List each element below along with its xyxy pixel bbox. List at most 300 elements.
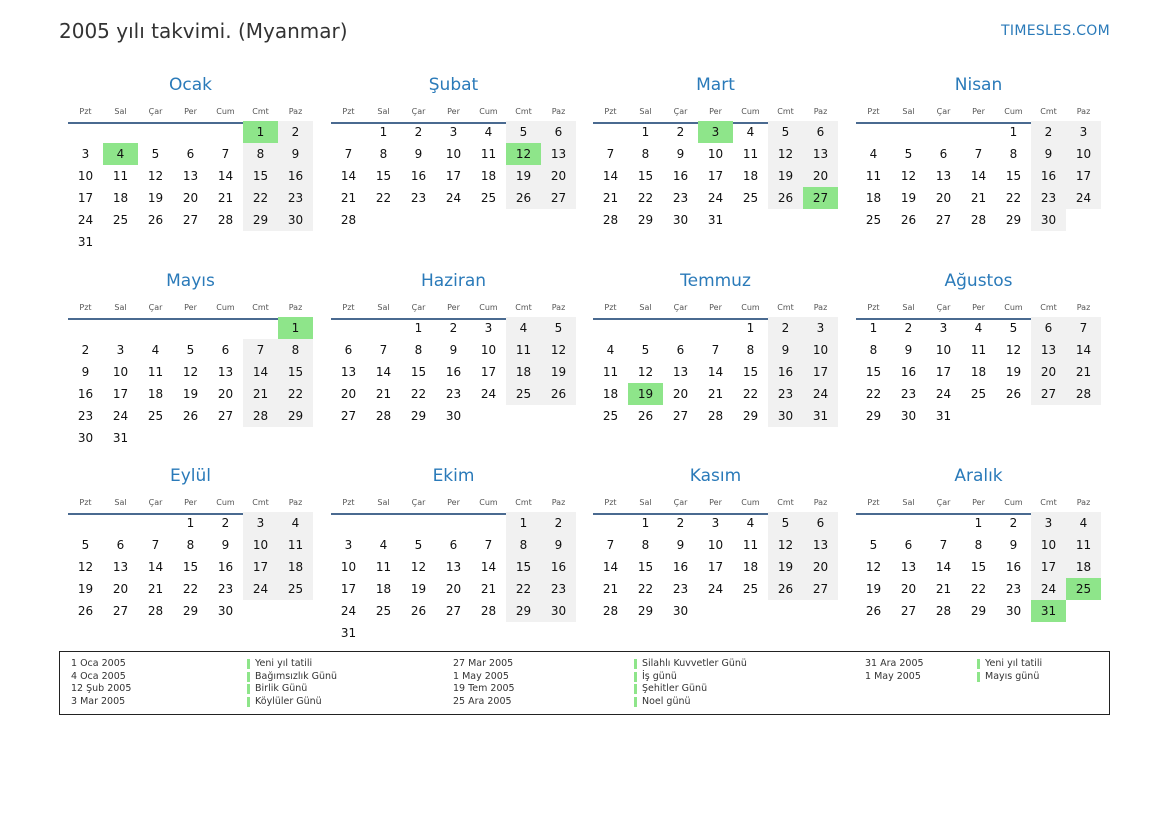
day-cell: 8 bbox=[869, 343, 878, 357]
legend-color-marker bbox=[634, 684, 637, 694]
legend-color-marker bbox=[247, 684, 250, 694]
day-cell: 23 bbox=[900, 387, 917, 401]
day-cell: 23 bbox=[445, 387, 462, 401]
day-cell: 29 bbox=[742, 409, 759, 423]
day-cell: 10 bbox=[935, 343, 952, 357]
weekday-header: Paz bbox=[1076, 107, 1091, 116]
month-1 bbox=[68, 72, 313, 252]
day-cell: 23 bbox=[217, 582, 234, 596]
legend-color-marker bbox=[634, 659, 637, 669]
weekday-header: Sal bbox=[639, 303, 652, 312]
weekday-header: Cum bbox=[216, 107, 235, 116]
day-cell: 27 bbox=[217, 409, 234, 423]
day-cell: 20 bbox=[672, 387, 689, 401]
day-cell: 14 bbox=[707, 365, 724, 379]
legend-color-marker bbox=[247, 672, 250, 682]
day-cell: 2 bbox=[676, 125, 685, 139]
day-cell: 5 bbox=[869, 538, 878, 552]
day-cell: 4 bbox=[506, 317, 541, 339]
weekday-header: Per bbox=[972, 303, 985, 312]
holiday-day-cell: 12 bbox=[506, 143, 541, 165]
day-cell: 13 bbox=[900, 560, 917, 574]
day-cell: 19 bbox=[865, 582, 882, 596]
legend-color-marker bbox=[977, 672, 980, 682]
day-cell: 2 bbox=[449, 321, 458, 335]
weekday-header: Çar bbox=[936, 107, 951, 116]
day-cell: 20 bbox=[803, 165, 838, 187]
weekday-header: Çar bbox=[411, 498, 426, 507]
day-cell: 9 bbox=[541, 534, 576, 556]
day-cell: 11 bbox=[742, 538, 759, 552]
weekday-header: Çar bbox=[411, 303, 426, 312]
legend-date: 31 Ara 2005 bbox=[865, 658, 924, 669]
legend-holiday-name: Mayıs günü bbox=[985, 670, 1040, 682]
day-cell: 6 bbox=[803, 121, 838, 143]
day-cell: 3 bbox=[344, 538, 353, 552]
weekday-header: Pzt bbox=[867, 107, 880, 116]
month-8 bbox=[856, 268, 1101, 448]
day-cell: 20 bbox=[1031, 361, 1066, 383]
weekday-header: Sal bbox=[639, 107, 652, 116]
weekday-header: Çar bbox=[673, 303, 688, 312]
day-cell: 10 bbox=[445, 147, 462, 161]
day-cell: 17 bbox=[803, 361, 838, 383]
day-cell: 23 bbox=[541, 578, 576, 600]
weekday-header: Cum bbox=[216, 498, 235, 507]
day-cell: 26 bbox=[77, 604, 94, 618]
weekday-header: Cmt bbox=[777, 303, 794, 312]
day-cell: 7 bbox=[151, 538, 160, 552]
day-cell: 19 bbox=[900, 191, 917, 205]
month-name: Nisan bbox=[954, 75, 1003, 95]
day-cell: 28 bbox=[707, 409, 724, 423]
day-cell: 7 bbox=[484, 538, 493, 552]
day-cell: 10 bbox=[77, 169, 94, 183]
month-9 bbox=[68, 463, 313, 643]
day-cell: 28 bbox=[1066, 383, 1101, 405]
legend-holiday-name: Köylüler Günü bbox=[255, 696, 322, 708]
day-cell: 9 bbox=[278, 143, 313, 165]
day-cell: 5 bbox=[541, 317, 576, 339]
day-cell: 29 bbox=[278, 405, 313, 427]
day-cell: 20 bbox=[182, 191, 199, 205]
day-cell: 29 bbox=[182, 604, 199, 618]
day-cell: 20 bbox=[217, 387, 234, 401]
day-cell: 2 bbox=[1031, 121, 1066, 143]
weekday-header: Pzt bbox=[604, 107, 617, 116]
month-name: Ocak bbox=[169, 75, 212, 95]
day-cell: 18 bbox=[506, 361, 541, 383]
day-cell: 23 bbox=[672, 191, 689, 205]
legend-date: 1 Oca 2005 bbox=[71, 658, 126, 669]
day-cell: 9 bbox=[676, 538, 685, 552]
day-cell: 21 bbox=[707, 387, 724, 401]
weekday-header: Sal bbox=[114, 107, 127, 116]
weekday-header: Çar bbox=[148, 303, 163, 312]
day-cell: 26 bbox=[541, 383, 576, 405]
day-cell: 14 bbox=[217, 169, 234, 183]
day-cell: 16 bbox=[900, 365, 917, 379]
day-cell: 10 bbox=[243, 534, 278, 556]
day-cell: 15 bbox=[278, 361, 313, 383]
day-cell: 29 bbox=[637, 213, 654, 227]
header-rule bbox=[68, 318, 313, 320]
day-cell: 21 bbox=[602, 191, 619, 205]
day-cell: 7 bbox=[939, 538, 948, 552]
day-cell: 16 bbox=[1031, 165, 1066, 187]
day-cell: 8 bbox=[974, 538, 983, 552]
holiday-day-cell: 19 bbox=[628, 383, 663, 405]
weekday-header: Pzt bbox=[79, 303, 92, 312]
day-cell: 28 bbox=[970, 213, 987, 227]
day-cell: 22 bbox=[865, 387, 882, 401]
weekday-header: Pzt bbox=[342, 107, 355, 116]
day-cell: 3 bbox=[803, 317, 838, 339]
weekday-header: Per bbox=[447, 498, 460, 507]
day-cell: 23 bbox=[278, 187, 313, 209]
day-cell: 30 bbox=[672, 604, 689, 618]
weekday-header: Cum bbox=[1004, 303, 1023, 312]
weekday-header: Sal bbox=[114, 303, 127, 312]
day-cell: 18 bbox=[865, 191, 882, 205]
day-cell: 15 bbox=[182, 560, 199, 574]
day-cell: 6 bbox=[186, 147, 195, 161]
day-cell: 14 bbox=[340, 169, 357, 183]
day-cell: 25 bbox=[278, 578, 313, 600]
day-cell: 21 bbox=[935, 582, 952, 596]
day-cell: 12 bbox=[147, 169, 164, 183]
legend-color-marker bbox=[247, 659, 250, 669]
day-cell: 5 bbox=[414, 538, 423, 552]
day-cell: 5 bbox=[186, 343, 195, 357]
day-cell: 25 bbox=[112, 213, 129, 227]
day-cell: 18 bbox=[1066, 556, 1101, 578]
day-cell: 22 bbox=[1005, 191, 1022, 205]
legend-date: 3 Mar 2005 bbox=[71, 696, 126, 708]
legend-date: 1 May 2005 bbox=[865, 670, 921, 682]
day-cell: 21 bbox=[243, 383, 278, 405]
day-cell: 27 bbox=[182, 213, 199, 227]
day-cell: 8 bbox=[379, 147, 388, 161]
day-cell: 5 bbox=[1009, 321, 1018, 335]
day-cell: 10 bbox=[480, 343, 497, 357]
day-cell: 7 bbox=[379, 343, 388, 357]
holiday-day-cell: 31 bbox=[1031, 600, 1066, 622]
day-cell: 11 bbox=[112, 169, 129, 183]
day-cell: 16 bbox=[278, 165, 313, 187]
day-cell: 21 bbox=[340, 191, 357, 205]
weekday-header: Cum bbox=[1004, 107, 1023, 116]
day-cell: 4 bbox=[606, 343, 615, 357]
legend-date: 1 May 2005 bbox=[453, 670, 509, 682]
day-cell: 15 bbox=[1005, 169, 1022, 183]
day-cell: 3 bbox=[243, 512, 278, 534]
legend-holiday-name: Yeni yıl tatili bbox=[985, 658, 1043, 669]
day-cell: 24 bbox=[112, 409, 129, 423]
day-cell: 26 bbox=[900, 213, 917, 227]
day-cell: 15 bbox=[865, 365, 882, 379]
day-cell: 12 bbox=[637, 365, 654, 379]
day-cell: 12 bbox=[410, 560, 427, 574]
weekday-header: Cum bbox=[479, 303, 498, 312]
weekday-header: Paz bbox=[813, 107, 828, 116]
day-cell: 6 bbox=[449, 538, 458, 552]
day-cell: 3 bbox=[81, 147, 90, 161]
legend-holiday-name: Noel günü bbox=[642, 696, 691, 708]
day-cell: 11 bbox=[278, 534, 313, 556]
day-cell: 17 bbox=[340, 582, 357, 596]
legend-color-marker bbox=[247, 697, 250, 707]
day-cell: 28 bbox=[935, 604, 952, 618]
day-cell: 22 bbox=[182, 582, 199, 596]
weekday-header: Paz bbox=[813, 498, 828, 507]
day-cell: 17 bbox=[112, 387, 129, 401]
weekday-header: Paz bbox=[288, 107, 303, 116]
day-cell: 22 bbox=[410, 387, 427, 401]
day-cell: 12 bbox=[768, 534, 803, 556]
weekday-header: Cmt bbox=[777, 498, 794, 507]
month-name: Ağustos bbox=[944, 271, 1013, 291]
day-cell: 19 bbox=[147, 191, 164, 205]
day-cell: 1 bbox=[974, 516, 983, 530]
day-cell: 31 bbox=[77, 235, 94, 249]
day-cell: 8 bbox=[746, 343, 755, 357]
day-cell: 26 bbox=[865, 604, 882, 618]
weekday-header: Per bbox=[709, 303, 722, 312]
weekday-header: Çar bbox=[936, 303, 951, 312]
day-cell: 18 bbox=[602, 387, 619, 401]
day-cell: 12 bbox=[77, 560, 94, 574]
month-12 bbox=[856, 463, 1101, 643]
weekday-header: Çar bbox=[148, 498, 163, 507]
day-cell: 21 bbox=[1066, 361, 1101, 383]
day-cell: 7 bbox=[243, 339, 278, 361]
weekday-header: Cmt bbox=[1040, 303, 1057, 312]
day-cell: 22 bbox=[637, 582, 654, 596]
day-cell: 26 bbox=[506, 187, 541, 209]
day-cell: 11 bbox=[602, 365, 619, 379]
weekday-header: Çar bbox=[673, 498, 688, 507]
day-cell: 7 bbox=[606, 147, 615, 161]
weekday-header: Per bbox=[972, 498, 985, 507]
legend-date: 19 Tem 2005 bbox=[453, 683, 515, 695]
weekday-header: Cum bbox=[741, 498, 760, 507]
day-cell: 9 bbox=[81, 365, 90, 379]
day-cell: 1 bbox=[379, 125, 388, 139]
day-cell: 12 bbox=[900, 169, 917, 183]
weekday-header: Pzt bbox=[604, 498, 617, 507]
day-cell: 18 bbox=[375, 582, 392, 596]
day-cell: 14 bbox=[602, 560, 619, 574]
day-cell: 29 bbox=[865, 409, 882, 423]
legend-date: 12 Şub 2005 bbox=[71, 683, 132, 695]
weekday-header: Cmt bbox=[1040, 498, 1057, 507]
day-cell: 15 bbox=[637, 169, 654, 183]
day-cell: 6 bbox=[939, 147, 948, 161]
day-cell: 8 bbox=[243, 143, 278, 165]
weekday-header: Paz bbox=[551, 303, 566, 312]
day-cell: 2 bbox=[414, 125, 423, 139]
legend-color-marker bbox=[977, 659, 980, 669]
day-cell: 27 bbox=[541, 187, 576, 209]
day-cell: 26 bbox=[768, 578, 803, 600]
month-name: Şubat bbox=[428, 75, 479, 95]
day-cell: 16 bbox=[1005, 560, 1022, 574]
day-cell: 27 bbox=[935, 213, 952, 227]
day-cell: 8 bbox=[641, 147, 650, 161]
day-cell: 19 bbox=[182, 387, 199, 401]
day-cell: 2 bbox=[1009, 516, 1018, 530]
day-cell: 2 bbox=[904, 321, 913, 335]
legend-date: 4 Oca 2005 bbox=[71, 670, 126, 682]
day-cell: 21 bbox=[217, 191, 234, 205]
weekday-header: Çar bbox=[411, 107, 426, 116]
day-cell: 22 bbox=[970, 582, 987, 596]
day-cell: 13 bbox=[217, 365, 234, 379]
day-cell: 8 bbox=[414, 343, 423, 357]
day-cell: 4 bbox=[379, 538, 388, 552]
day-cell: 21 bbox=[147, 582, 164, 596]
day-cell: 7 bbox=[221, 147, 230, 161]
weekday-header: Cum bbox=[479, 107, 498, 116]
brand-link[interactable]: TIMESLES.COM bbox=[1001, 23, 1110, 39]
month-name: Temmuz bbox=[680, 271, 751, 291]
day-cell: 27 bbox=[900, 604, 917, 618]
day-cell: 30 bbox=[217, 604, 234, 618]
day-cell: 21 bbox=[970, 191, 987, 205]
day-cell: 28 bbox=[340, 213, 357, 227]
day-cell: 23 bbox=[77, 409, 94, 423]
day-cell: 15 bbox=[243, 165, 278, 187]
day-cell: 28 bbox=[602, 604, 619, 618]
day-cell: 19 bbox=[77, 582, 94, 596]
month-name: Mart bbox=[696, 75, 735, 95]
day-cell: 12 bbox=[541, 339, 576, 361]
day-cell: 10 bbox=[1066, 143, 1101, 165]
day-cell: 13 bbox=[340, 365, 357, 379]
day-cell: 13 bbox=[803, 143, 838, 165]
day-cell: 18 bbox=[112, 191, 129, 205]
day-cell: 4 bbox=[151, 343, 160, 357]
weekday-header: Sal bbox=[902, 303, 915, 312]
day-cell: 24 bbox=[243, 578, 278, 600]
day-cell: 12 bbox=[1005, 343, 1022, 357]
day-cell: 28 bbox=[375, 409, 392, 423]
day-cell: 3 bbox=[116, 343, 125, 357]
day-cell: 31 bbox=[803, 405, 838, 427]
weekday-header: Cmt bbox=[252, 498, 269, 507]
weekday-header: Cmt bbox=[515, 107, 532, 116]
weekday-header: Sal bbox=[639, 498, 652, 507]
day-cell: 1 bbox=[1009, 125, 1018, 139]
legend-holiday-name: Bağımsızlık Günü bbox=[255, 670, 338, 682]
day-cell: 19 bbox=[541, 361, 576, 383]
day-cell: 23 bbox=[1031, 187, 1066, 209]
weekday-header: Per bbox=[184, 303, 197, 312]
day-cell: 31 bbox=[707, 213, 724, 227]
day-cell: 26 bbox=[147, 213, 164, 227]
weekday-header: Cmt bbox=[1040, 107, 1057, 116]
day-cell: 24 bbox=[707, 191, 724, 205]
day-cell: 6 bbox=[116, 538, 125, 552]
weekday-header: Sal bbox=[377, 498, 390, 507]
day-cell: 20 bbox=[935, 191, 952, 205]
day-cell: 17 bbox=[480, 365, 497, 379]
weekday-header: Paz bbox=[813, 303, 828, 312]
weekday-header: Çar bbox=[936, 498, 951, 507]
day-cell: 27 bbox=[340, 409, 357, 423]
day-cell: 12 bbox=[865, 560, 882, 574]
day-cell: 11 bbox=[375, 560, 392, 574]
weekday-header: Paz bbox=[1076, 303, 1091, 312]
day-cell: 5 bbox=[641, 343, 650, 357]
day-cell: 6 bbox=[904, 538, 913, 552]
weekday-header: Paz bbox=[551, 107, 566, 116]
weekday-header: Pzt bbox=[867, 303, 880, 312]
day-cell: 9 bbox=[904, 343, 913, 357]
day-cell: 11 bbox=[1066, 534, 1101, 556]
day-cell: 15 bbox=[375, 169, 392, 183]
day-cell: 21 bbox=[480, 582, 497, 596]
day-cell: 6 bbox=[221, 343, 230, 357]
day-cell: 17 bbox=[1031, 556, 1066, 578]
legend-date: 25 Ara 2005 bbox=[453, 696, 512, 708]
day-cell: 13 bbox=[935, 169, 952, 183]
weekday-header: Cmt bbox=[777, 107, 794, 116]
day-cell: 24 bbox=[480, 387, 497, 401]
day-cell: 17 bbox=[243, 556, 278, 578]
day-cell: 8 bbox=[186, 538, 195, 552]
day-cell: 20 bbox=[445, 582, 462, 596]
day-cell: 25 bbox=[742, 191, 759, 205]
legend-color-marker bbox=[634, 672, 637, 682]
day-cell: 22 bbox=[278, 383, 313, 405]
day-cell: 19 bbox=[768, 165, 803, 187]
day-cell: 8 bbox=[278, 339, 313, 361]
day-cell: 27 bbox=[672, 409, 689, 423]
day-cell: 14 bbox=[147, 560, 164, 574]
day-cell: 8 bbox=[641, 538, 650, 552]
day-cell: 30 bbox=[900, 409, 917, 423]
day-cell: 8 bbox=[506, 534, 541, 556]
day-cell: 1 bbox=[186, 516, 195, 530]
day-cell: 22 bbox=[375, 191, 392, 205]
weekday-header: Sal bbox=[377, 303, 390, 312]
weekday-header: Pzt bbox=[867, 498, 880, 507]
day-cell: 6 bbox=[676, 343, 685, 357]
day-cell: 2 bbox=[541, 512, 576, 534]
day-cell: 29 bbox=[243, 209, 278, 231]
day-cell: 4 bbox=[1066, 512, 1101, 534]
day-cell: 16 bbox=[77, 387, 94, 401]
day-cell: 1 bbox=[869, 321, 878, 335]
legend-holiday-name: Şehitler Günü bbox=[642, 683, 708, 695]
day-cell: 15 bbox=[742, 365, 759, 379]
weekday-header: Paz bbox=[288, 498, 303, 507]
legend-holiday-name: Birlik Günü bbox=[255, 683, 308, 695]
day-cell: 8 bbox=[1009, 147, 1018, 161]
day-cell: 9 bbox=[1031, 143, 1066, 165]
holiday-day-cell: 1 bbox=[243, 121, 278, 143]
month-7 bbox=[593, 268, 838, 448]
day-cell: 13 bbox=[112, 560, 129, 574]
legend-holiday-name: Silahlı Kuvvetler Günü bbox=[642, 658, 747, 669]
day-cell: 24 bbox=[1031, 578, 1066, 600]
weekday-header: Pzt bbox=[342, 303, 355, 312]
day-cell: 30 bbox=[541, 600, 576, 622]
day-cell: 17 bbox=[1066, 165, 1101, 187]
day-cell: 26 bbox=[637, 409, 654, 423]
